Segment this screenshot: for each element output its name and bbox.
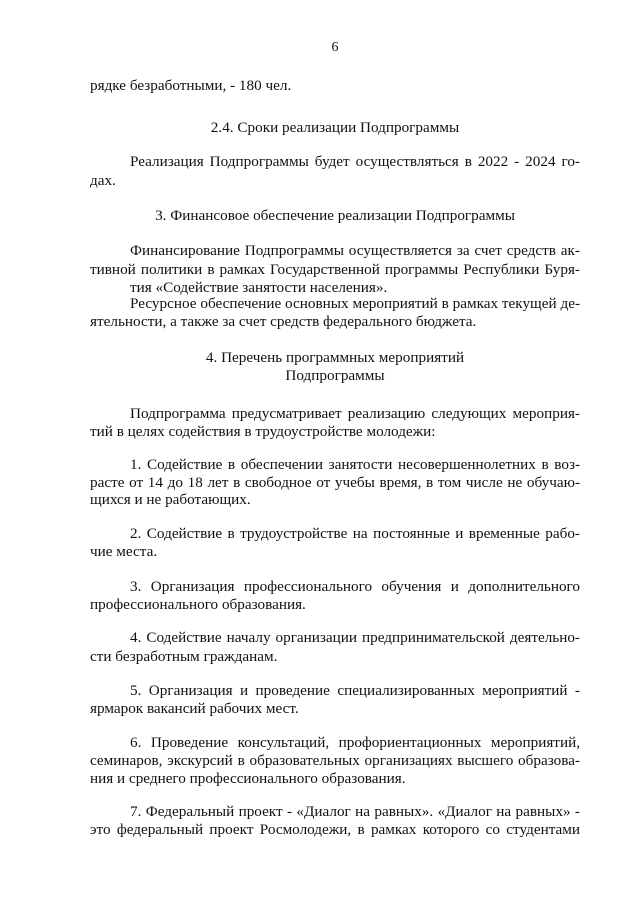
text-line: дах. bbox=[90, 172, 116, 189]
list-item-2: 2. Содействие в трудоустройстве на постоянные и временные рабо- bbox=[130, 525, 580, 542]
list-item-6: 6. Проведение консультаций, профориентационных мероприятий, bbox=[130, 734, 580, 751]
text-line: рядке безработными, - 180 чел. bbox=[90, 77, 292, 94]
list-item-5: 5. Организация и проведение специализированных мероприятий - bbox=[130, 682, 580, 699]
section-heading-4-subtitle: Подпрограммы bbox=[285, 367, 385, 384]
document-page bbox=[90, 0, 580, 905]
section-heading-4: 4. Перечень программных мероприятий bbox=[205, 349, 465, 366]
text-line: Подпрограмма предусматривает реализацию следующих мероприя- bbox=[130, 405, 580, 422]
section-heading-3: 3. Финансовое обеспечение реализации Подпрограммы bbox=[155, 207, 515, 224]
list-item-2-cont: чие места. bbox=[90, 543, 158, 560]
list-item-3-cont: профессионального образования. bbox=[90, 596, 306, 613]
list-item-5-cont: ярмарок вакансий рабочих мест. bbox=[90, 700, 299, 717]
text-line: тия «Содействие занятости населения». bbox=[130, 279, 388, 296]
text-line: тий в целях содействия в трудоустройстве молодежи: bbox=[90, 423, 436, 440]
list-item-3: 3. Организация профессионального обучения и дополнительного bbox=[130, 578, 580, 595]
list-item-1: 1. Содействие в обеспечении занятости несовершеннолетних в воз- bbox=[130, 456, 580, 473]
section-heading-2-4: 2.4. Сроки реализации Подпрограммы bbox=[210, 119, 460, 136]
list-item-6-cont: семинаров, экскурсий в образовательных организациях высшего образова- bbox=[90, 752, 580, 769]
text-line: Финансирование Подпрограммы осуществляется за счет средств ак- bbox=[130, 242, 580, 259]
text-line: тивной политики в рамках Государственной программы Республики Буря- bbox=[90, 261, 580, 278]
list-item-7-cont: это федеральный проект Росмолодежи, в рамках которого со студентами bbox=[90, 821, 580, 838]
list-item-1-cont: расте от 14 до 18 лет в свободное от учебы время, в том числе не обучаю- bbox=[90, 474, 580, 491]
page-number: 6 bbox=[331, 40, 339, 55]
list-item-6-cont: ния и среднего профессионального образования. bbox=[90, 770, 406, 787]
text-line: Ресурсное обеспечение основных мероприятий в рамках текущей де- bbox=[130, 295, 580, 312]
text-line: Реализация Подпрограммы будет осуществляться в 2022 - 2024 го- bbox=[130, 153, 580, 170]
list-item-7: 7. Федеральный проект - «Диалог на равных». «Диалог на равных» - bbox=[130, 803, 580, 820]
list-item-4-cont: сти безработным гражданам. bbox=[90, 648, 278, 665]
list-item-1-cont: щихся и не работающих. bbox=[90, 491, 251, 508]
list-item-4: 4. Содействие началу организации предпринимательской деятельно- bbox=[130, 629, 580, 646]
text-line: ятельности, а также за счет средств федерального бюджета. bbox=[90, 313, 477, 330]
